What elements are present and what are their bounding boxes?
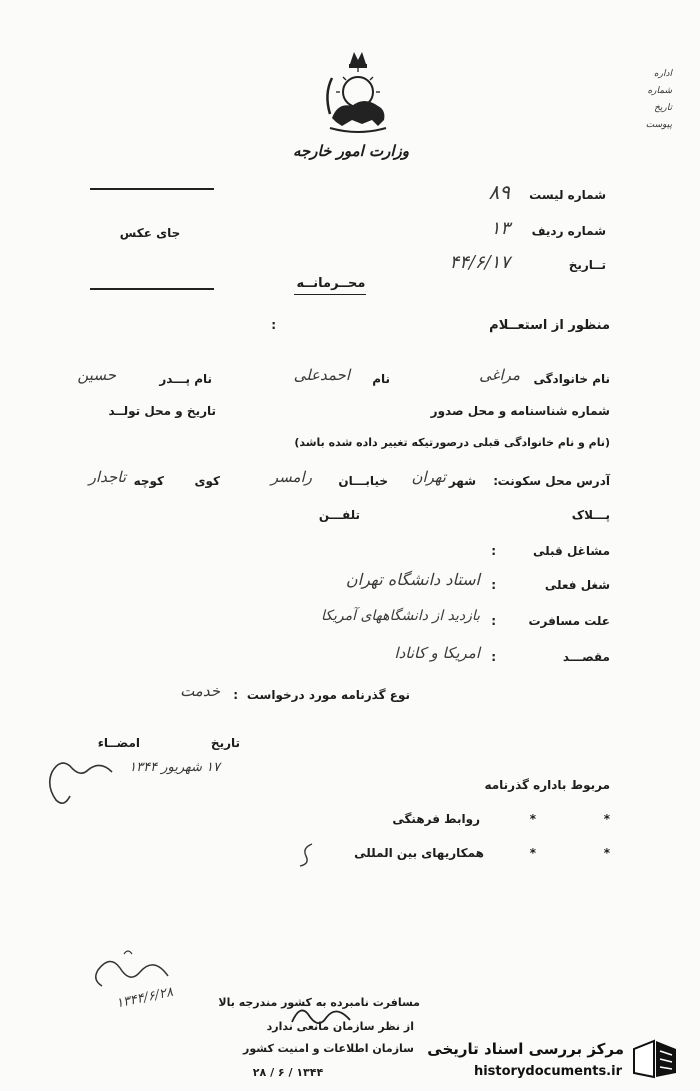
dept-international: همکاریهای بین المللی — [354, 846, 484, 860]
alley-label: کوچه — [133, 474, 164, 488]
surname-value: مراغی — [479, 366, 520, 384]
footer-date: ۱۳۴۴ / ۶ / ۲۸ — [252, 1066, 324, 1079]
official-signature — [286, 1000, 356, 1040]
first-name-label: نام — [372, 372, 390, 386]
city-value: تهران — [411, 468, 446, 486]
list-number-label: شماره لیست — [529, 188, 606, 202]
travel-reason-value: بازدید از دانشگاههای آمریکا — [321, 608, 480, 624]
bottom-rule — [90, 288, 214, 290]
father-name-value: حسین — [77, 366, 116, 384]
passport-office-heading: مربوط باداره گذرنامه — [484, 778, 610, 792]
id-number-label: شماره شناسنامه و محل صدور — [430, 404, 610, 418]
birth-label: تاریخ و محل تولــد — [108, 404, 216, 418]
confidential-title: محــرمانــه — [296, 276, 366, 291]
first-name-value: احمدعلی — [293, 366, 350, 384]
lion-and-sun-emblem-icon — [318, 44, 398, 136]
row-number-value: ۱۳ — [490, 218, 510, 239]
watermark-title: مرکز بررسی اسناد تاریخی — [427, 1040, 624, 1058]
corner-label-number: شماره — [647, 86, 672, 96]
date-label: تــاریخ — [568, 258, 606, 272]
corner-label-attachment: پیوست — [645, 120, 672, 130]
father-name-label: نام پـــدر — [159, 372, 212, 386]
confidential-underline — [294, 294, 366, 295]
footer-line-2: از نظر سازمان مانعی ندارد — [266, 1020, 414, 1033]
plate-label: پـــلاک — [571, 508, 610, 522]
current-job-value: استاد دانشگاه تهران — [345, 570, 480, 589]
applicant-signature — [40, 752, 120, 812]
previous-name-label: (نام و نام خانوادگی قبلی درصورتیکه تغییر داده شده باشد) — [294, 436, 610, 449]
address-colon: : — [493, 474, 498, 488]
row-number-label: شماره ردیف — [531, 224, 606, 238]
watermark-url: historydocuments.ir — [473, 1064, 622, 1079]
destination-label: مقصـــد — [562, 650, 610, 664]
star-2b: * — [529, 846, 536, 860]
current-job-colon: : — [491, 578, 496, 592]
alley-value: تاجدار — [88, 468, 126, 486]
previous-jobs-colon: : — [491, 544, 496, 558]
date-value: ۴۴/۶/۱۷ — [449, 252, 510, 273]
travel-reason-label: علت مسافرت — [528, 614, 610, 628]
list-number-value: ۸۹ — [488, 180, 510, 204]
ministry-title: وزارت امور خارجه — [292, 142, 410, 160]
street-value: رامسر — [270, 468, 312, 486]
passport-type-label: نوع گذرنامه مورد درخواست — [246, 688, 410, 702]
destination-colon: : — [491, 650, 496, 664]
purpose-label: منظور از استعــلام — [489, 318, 610, 333]
passport-type-value: خدمت — [180, 682, 220, 700]
handwritten-note-signature — [84, 946, 174, 996]
phone-label: تلفـــن — [318, 508, 360, 522]
street-label: خیابـــان — [338, 474, 388, 488]
corner-label-office: اداره — [653, 69, 672, 79]
top-rule — [90, 188, 214, 190]
previous-jobs-label: مشاغل قبلی — [532, 544, 610, 558]
quarter-label: کوی — [194, 474, 220, 488]
passport-type-colon: : — [233, 688, 238, 702]
address-label: آدرس محل سکونت — [497, 474, 610, 488]
handwritten-note-date: ۱۳۴۴/۶/۲۸ — [114, 984, 175, 1012]
purpose-colon: : — [271, 318, 276, 332]
corner-label-date: تاریخ — [654, 103, 672, 113]
photo-place-label: جای عکس — [119, 226, 181, 240]
passport-date-label: تاریخ — [210, 736, 240, 750]
office-mark — [292, 840, 322, 870]
footer-line-1: مسافرت نامبرده به کشور مندرجه بالا — [218, 996, 420, 1009]
surname-label: نام خانوادگی — [533, 372, 610, 386]
dept-cultural: روابط فرهنگی — [392, 812, 480, 826]
travel-reason-colon: : — [491, 614, 496, 628]
signature-label: امضــاء — [97, 736, 140, 750]
footer-line-3: سازمان اطلاعات و امنیت کشور — [243, 1042, 414, 1055]
star-2a: * — [603, 846, 610, 860]
passport-handwritten-date: ۱۷ شهریور ۱۳۴۴ — [129, 760, 220, 775]
star-1b: * — [529, 812, 536, 826]
archive-logo-icon — [630, 1037, 680, 1081]
corner-labels — [632, 66, 672, 134]
current-job-label: شغل فعلی — [544, 578, 610, 592]
destination-value: امریکا و کانادا — [394, 644, 480, 662]
star-1a: * — [603, 812, 610, 826]
city-label: شهر — [448, 474, 476, 488]
